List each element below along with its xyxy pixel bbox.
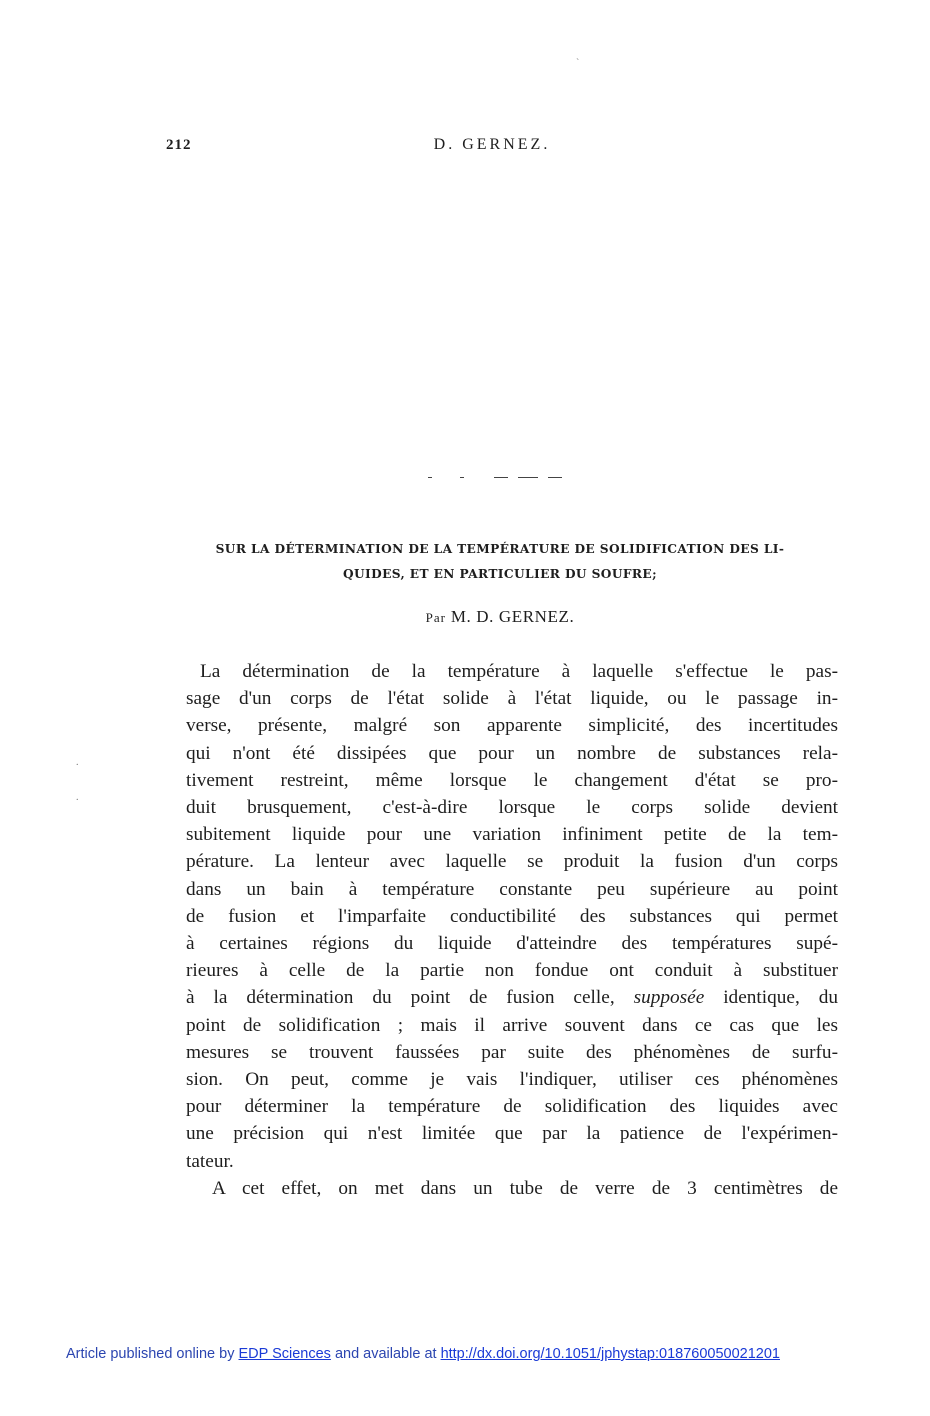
running-head: D. GERNEZ. [433, 136, 551, 153]
text-line: mesures se trouvent faussées par suite des phénomènes de surfu- [186, 1041, 838, 1063]
text-line: de fusion et l'imparfaite conductibilité des substances qui permet [186, 905, 838, 927]
article-title [170, 537, 830, 587]
text-line: duit brusquement, c'est-à-dire lorsque le corps solide devient [186, 797, 838, 819]
byline-author: M. D. GERNEZ. [450, 607, 575, 626]
text-line: dans un bain à température constante peu supérieure au point [186, 878, 838, 900]
text-line: subitement liquide pour une variation infiniment petite de la tem- [186, 824, 838, 846]
text-line: tateur. [186, 1150, 234, 1172]
page-number: 212 [166, 137, 192, 153]
text-line: pour déterminer la température de solidification des liquides avec [186, 1096, 838, 1118]
paragraph-1 [186, 658, 838, 1175]
article-title-line-1: SUR LA DÉTERMINATION DE LA TEMPÉRATURE DE SOLIDIFICATION DES LI- [215, 542, 785, 556]
footer-prefix: Article published online by [66, 1346, 235, 1362]
article-title-line-2: QUIDES, ET EN PARTICULIER DU SOUFRE; [342, 567, 658, 581]
margin-mark: . [76, 792, 79, 803]
paragraph-2 [186, 1175, 838, 1202]
text-line: point de solidification ; mais il arrive souvent dans ce cas que les [186, 1014, 838, 1036]
body-text [186, 658, 838, 1202]
separator-rule [428, 477, 564, 479]
text-line: qui n'ont été dissipées que pour un nombre de substances rela- [186, 742, 838, 764]
text-line: pérature. La lenteur avec laquelle se produit la fusion d'un corps [186, 851, 838, 873]
italic-term: supposée [633, 987, 705, 1009]
footer-middle: and available at [334, 1346, 437, 1362]
text-segment: identique, du [723, 987, 838, 1009]
doi-link[interactable]: http://dx.doi.org/10.1051/jphystap:018760050021201 [440, 1346, 780, 1362]
text-line: sion. On peut, comme je vais l'indiquer, utiliser ces phénomènes [186, 1069, 838, 1091]
text-line: tivement restreint, même lorsque le changement d'état se pro- [186, 769, 838, 791]
text-segment: à la détermination du point de fusion celle, [186, 987, 615, 1009]
text-line: verse, présente, malgré son apparente simplicité, des incertitudes [186, 715, 838, 737]
text-line: A cet effet, on met dans un tube de verre de 3 centimètres de [212, 1177, 838, 1199]
text-line: sage d'un corps de l'état solide à l'état liquide, ou le passage in- [186, 688, 838, 710]
scan-mark: ` [576, 58, 580, 69]
publication-footer [66, 1346, 780, 1362]
text-line: à certaines régions du liquide d'atteindre des températures supé- [186, 933, 838, 955]
text-line: une précision qui n'est limitée que par la patience de l'expérimen- [186, 1123, 838, 1145]
byline [0, 607, 930, 627]
edp-sciences-link[interactable]: EDP Sciences [238, 1346, 331, 1362]
byline-prefix: Par [425, 610, 446, 625]
margin-mark: . [76, 757, 79, 768]
text-line-with-italic [186, 984, 838, 1011]
text-line: rieures à celle de la partie non fondue ont conduit à substituer [186, 960, 838, 982]
text-line: La détermination de la température à laquelle s'effectue le pas- [200, 661, 838, 682]
